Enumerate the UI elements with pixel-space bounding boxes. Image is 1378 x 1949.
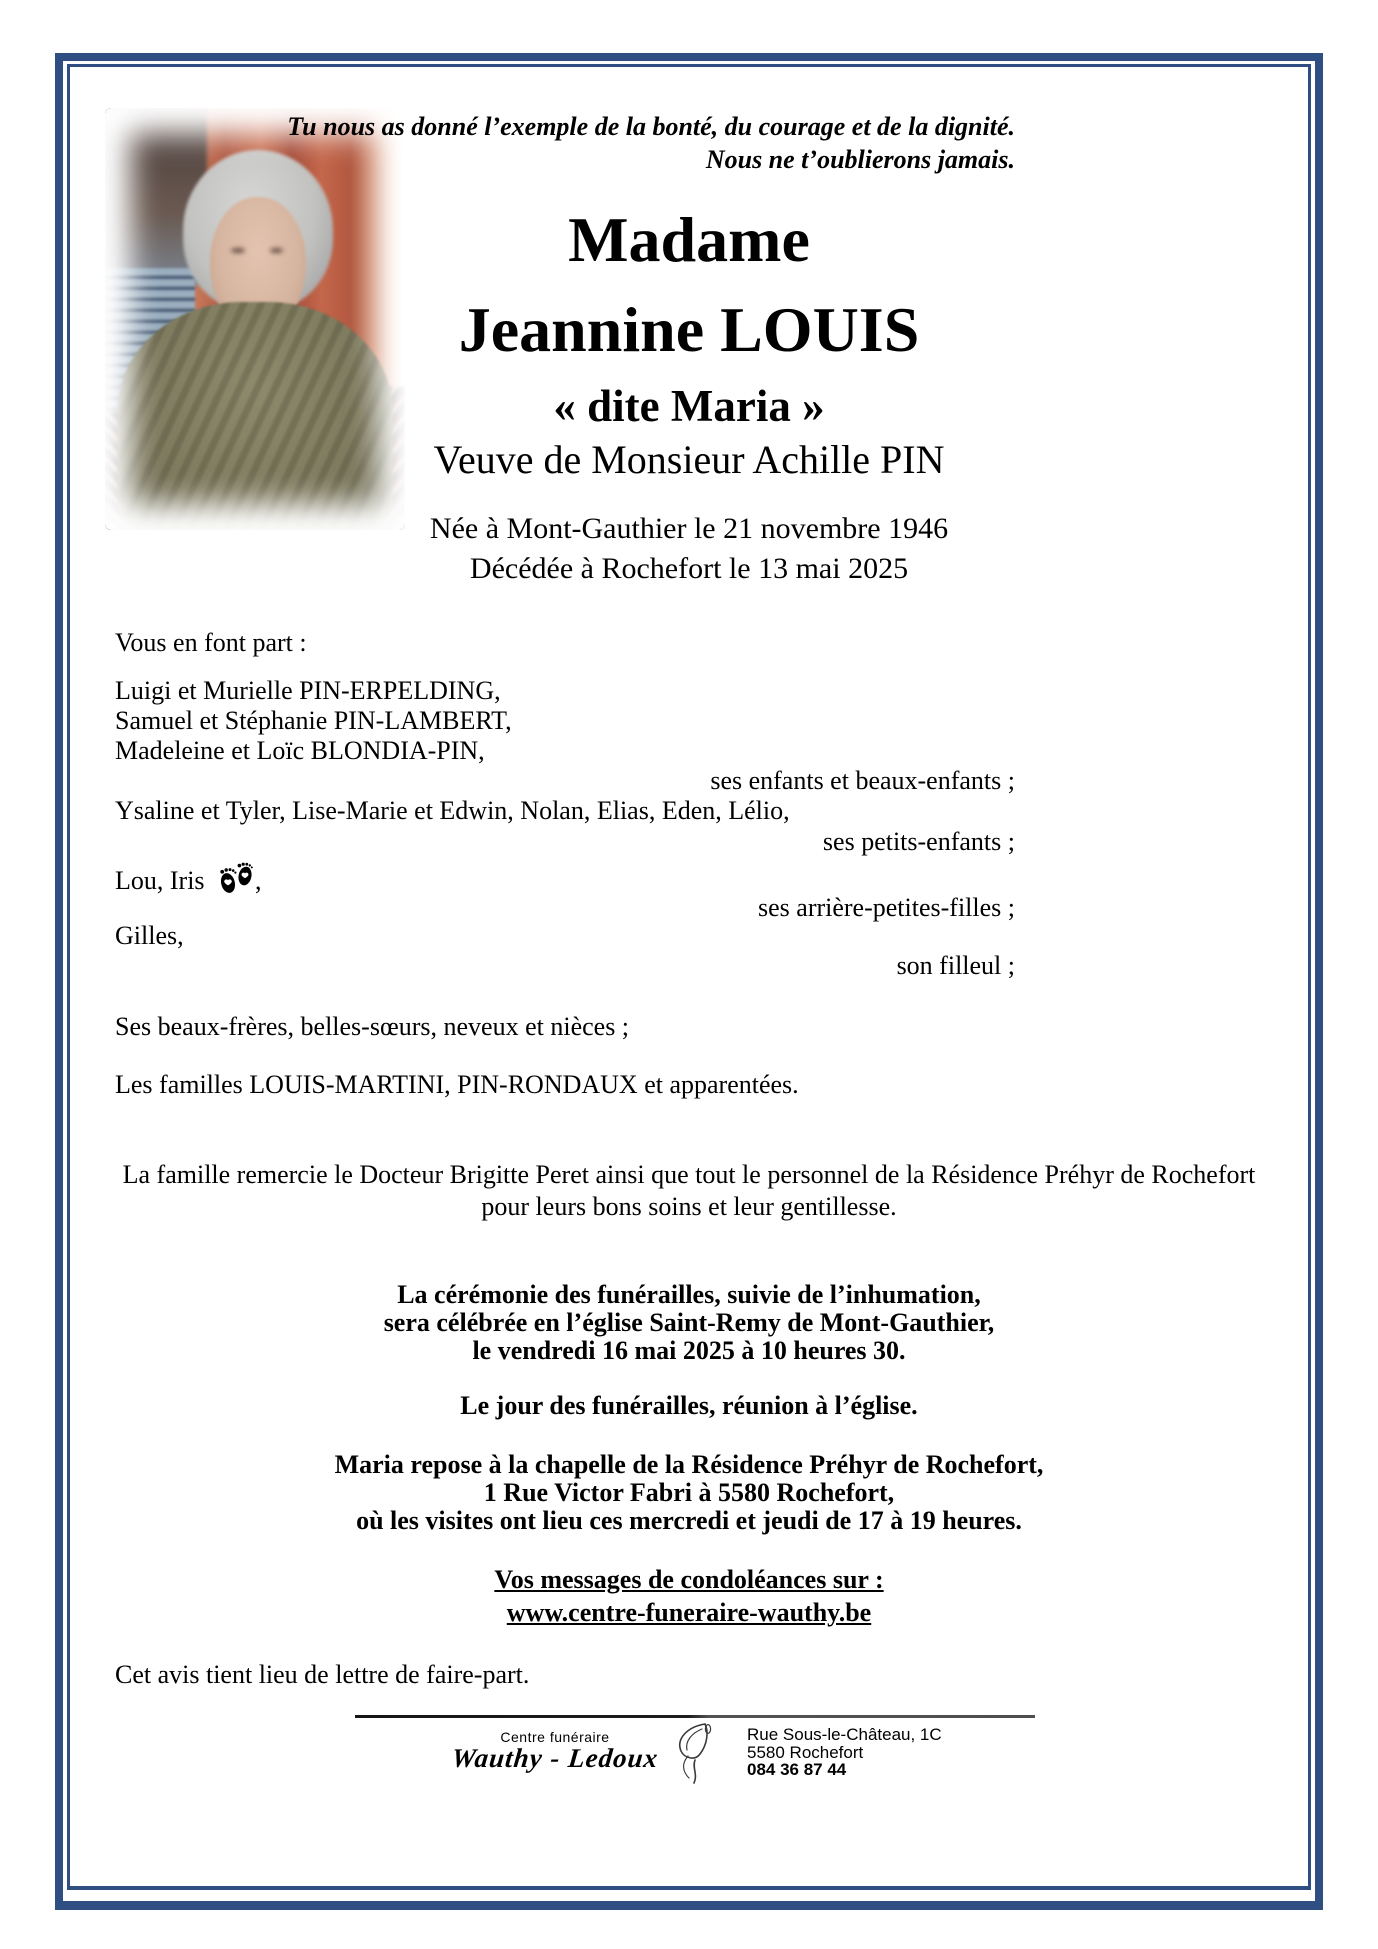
great-grandchildren-line bbox=[115, 862, 262, 896]
great-grandchildren-names: Lou, Iris bbox=[115, 866, 205, 895]
families-line: Les familles LOUIS-MARTINI, PIN-RONDAUX et apparentées. bbox=[115, 1070, 799, 1099]
calla-lily-icon bbox=[668, 1720, 724, 1786]
children-relation-label: ses enfants et beaux-enfants ; bbox=[710, 766, 1015, 795]
grandchildren-line: Ysaline et Tyler, Lise-Marie et Edwin, Nolan, Elias, Eden, Lélio, bbox=[115, 796, 790, 825]
funeral-home-name: Wauthy - Ledoux bbox=[450, 1743, 660, 1773]
condolences-label: Vos messages de condoléances sur : bbox=[494, 1565, 884, 1594]
inlaws-line: Ses beaux-frères, belles-sœurs, neveux et nièces ; bbox=[115, 1012, 630, 1041]
ceremony-line-2: sera célébrée en l’église Saint-Remy de Mont-Gauthier, bbox=[383, 1308, 995, 1337]
gathering-line: Le jour des funérailles, réunion à l’église. bbox=[460, 1391, 918, 1420]
child-line-2: Samuel et Stéphanie PIN-LAMBERT, bbox=[115, 706, 512, 735]
repose-line-2: 1 Rue Victor Fabri à 5580 Rochefort, bbox=[483, 1478, 895, 1507]
thanks-line-2: pour leurs bons soins et leur gentillesse. bbox=[481, 1192, 897, 1221]
godson-relation-label: son filleul ; bbox=[896, 951, 1015, 980]
funeral-home-type: Centre funéraire bbox=[500, 1729, 610, 1745]
widow-line: Veuve de Monsieur Achille PIN bbox=[433, 437, 945, 482]
ceremony-line-3: le vendredi 16 mai 2025 à 10 heures 30. bbox=[472, 1336, 906, 1365]
notice-line: Cet avis tient lieu de lettre de faire-part. bbox=[115, 1660, 530, 1689]
baby-footprints-icon bbox=[217, 862, 255, 896]
child-line-1: Luigi et Murielle PIN-ERPELDING, bbox=[115, 676, 501, 705]
ceremony-line-1: La cérémonie des funérailles, suivie de l’inhumation, bbox=[397, 1280, 981, 1309]
grandchildren-relation-label: ses petits-enfants ; bbox=[822, 827, 1015, 856]
child-line-3: Madeleine et Loïc BLONDIA-PIN, bbox=[115, 736, 485, 765]
repose-line-1: Maria repose à la chapelle de la Résidence Préhyr de Rochefort, bbox=[334, 1450, 1044, 1479]
announcement-intro: Vous en font part : bbox=[115, 628, 307, 657]
funeral-home-address-line1: Rue Sous-le-Château, 1C bbox=[747, 1725, 942, 1744]
deceased-nickname: « dite Maria » bbox=[553, 381, 825, 431]
footer-divider-line bbox=[355, 1715, 1035, 1718]
memorial-quote-line2: Nous ne t’oublierons jamais. bbox=[705, 145, 1015, 174]
repose-line-3: où les visites ont lieu ces mercredi et jeudi de 17 à 19 heures. bbox=[356, 1506, 1022, 1535]
title-madame: Madame bbox=[568, 204, 810, 275]
funeral-home-phone: 084 36 87 44 bbox=[747, 1760, 847, 1779]
great-grandchildren-relation-label: ses arrière-petites-filles ; bbox=[758, 893, 1015, 922]
funeral-home-address-line2: 5580 Rochefort bbox=[747, 1743, 864, 1762]
thanks-line-1: La famille remercie le Docteur Brigitte Peret ainsi que tout le personnel de la Résidence Préhyr de Rochefort bbox=[122, 1160, 1256, 1189]
death-line: Décédée à Rochefort le 13 mai 2025 bbox=[469, 552, 909, 585]
birth-line: Née à Mont-Gauthier le 21 novembre 1946 bbox=[429, 512, 949, 545]
deceased-name: Jeannine LOUIS bbox=[458, 294, 920, 365]
godson-line: Gilles, bbox=[115, 921, 184, 950]
great-grandchildren-comma: , bbox=[255, 866, 262, 895]
condolences-url-link[interactable]: www.centre-funeraire-wauthy.be bbox=[506, 1598, 872, 1627]
memorial-quote-line1: Tu nous as donné l’exemple de la bonté, du courage et de la dignité. bbox=[287, 112, 1015, 141]
